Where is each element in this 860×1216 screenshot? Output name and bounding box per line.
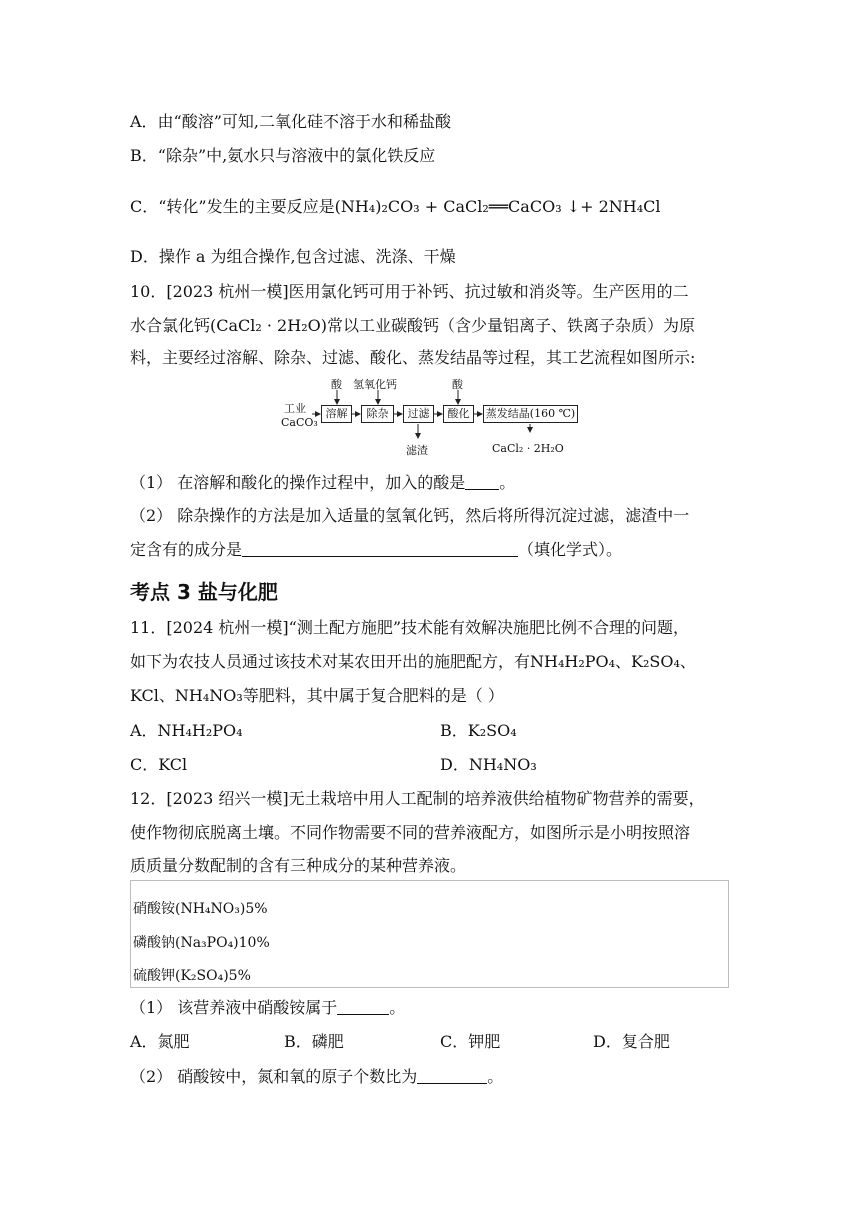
q12-sub1-text: （1） 该营养液中硝酸铵属于 (130, 998, 338, 1017)
q12-sub1 (130, 998, 405, 1018)
flow-below-product: CaCl₂ · 2H₂O (492, 442, 564, 455)
q11-option-c: C．KCl (130, 755, 188, 774)
box-row-ammonium-nitrate: 硝酸铵(NH₄NO₃)5% (133, 901, 268, 917)
q9-option-c-equation: (NH₄)₂CO₃ + CaCl₂══CaCO₃ ↓+ 2NH₄Cl (334, 197, 661, 216)
q12-option-a: A．氮肥 (130, 1032, 190, 1051)
q9-option-c-prefix: C．“转化”发生的主要反应是 (130, 197, 335, 216)
box-row-potassium-sulfate: 硫酸钾(K₂SO₄)5% (133, 968, 251, 984)
box-row-sodium-phosphate: 磷酸钠(Na₃PO₄)10% (133, 935, 270, 951)
flow-step-acidify: 酸化 (443, 405, 474, 423)
nutrient-solution-box (130, 880, 729, 988)
flow-step-purify: 除杂 (361, 405, 394, 423)
flow-input-top: 工业 (284, 402, 306, 415)
q10-sub1 (130, 473, 515, 493)
section-title: 考点 3 盐与化肥 (130, 580, 278, 604)
q9-option-c (130, 197, 661, 217)
q12-sub2-text: （2） 硝酸铵中，氮和氧的原子个数比为 (130, 1067, 418, 1086)
q12-sub1-blank (337, 998, 389, 1015)
flow-step-dissolve: 溶解 (321, 405, 352, 423)
q10-line1: 10．[2023 杭州一模]医用氯化钙可用于补钙、抗过敏和消炎等。生产医用的二 (130, 282, 689, 301)
flow-step-filter: 过滤 (403, 405, 434, 423)
flow-below-residue: 滤渣 (406, 444, 428, 457)
q11-line3: KCl、NH₄NO₃等肥料，其中属于复合肥料的是（ ） (130, 686, 504, 705)
q12-sub2-blank (417, 1067, 487, 1084)
q11-line2: 如下为农技人员通过该技术对某农田开出的施肥配方，有NH₄H₂PO₄、K₂SO₄、 (130, 652, 696, 671)
q12-line3: 质质量分数配制的含有三种成分的某种营养液。 (130, 856, 467, 875)
q10-sub2-line1: （2） 除杂操作的方法是加入适量的氢氧化钙，然后将所得沉淀过滤，滤渣中一 (130, 506, 690, 525)
q10-sub1-end: 。 (499, 473, 516, 492)
q12-option-b: B．磷肥 (284, 1032, 344, 1051)
q10-line2: 水合氯化钙(CaCl₂ · 2H₂O)常以工业碳酸钙（含少量铝离子、铁离子杂质）为原 (130, 316, 695, 335)
q9-option-d: D．操作 a 为组合操作,包含过滤、洗涤、干燥 (130, 247, 456, 266)
flow-input-bottom: CaCO₃ (281, 416, 318, 429)
flow-above-acid-1: 酸 (331, 378, 342, 391)
q10-line3: 料，主要经过溶解、除杂、过滤、酸化、蒸发结晶等过程，其工艺流程如图所示: (130, 348, 696, 367)
q10-sub2-prefix: 定含有的成分是 (130, 540, 243, 559)
q9-option-b: B．“除杂”中,氨水只与溶液中的氯化铁反应 (130, 146, 436, 165)
q12-option-d: D．复合肥 (593, 1032, 670, 1051)
q10-sub2-blank (242, 540, 518, 557)
q10-sub1-blank (465, 473, 499, 490)
q11-option-a: A．NH₄H₂PO₄ (130, 721, 243, 740)
q12-sub1-end: 。 (389, 998, 406, 1017)
q11-option-b: B．K₂SO₄ (440, 721, 517, 740)
q12-sub2-end: 。 (487, 1067, 504, 1086)
q12-sub2 (130, 1067, 503, 1087)
q10-sub2-line2 (130, 540, 622, 560)
flow-above-acid-2: 酸 (452, 378, 463, 391)
flow-step-crystallize: 蒸发结晶(160 ℃) (483, 405, 578, 423)
q10-sub2-suffix: （填化学式）。 (518, 540, 623, 559)
q11-line1: 11．[2024 杭州一模]“测土配方施肥”技术能有效解决施肥比例不合理的问题， (130, 618, 690, 637)
q12-option-c: C．钾肥 (440, 1032, 501, 1051)
q12-line1: 12．[2023 绍兴一模]无土栽培中用人工配制的培养液供给植物矿物营养的需要， (130, 789, 705, 808)
flow-above-hydroxide: 氢氧化钙 (353, 378, 397, 391)
q9-option-a: A．由“酸溶”可知,二氧化硅不溶于水和稀盐酸 (130, 112, 452, 131)
q11-option-d: D．NH₄NO₃ (440, 755, 537, 774)
process-flow-diagram (280, 376, 580, 458)
q10-sub1-text: （1） 在溶解和酸化的操作过程中，加入的酸是 (130, 473, 466, 492)
q12-line2: 使作物彻底脱离土壤。不同作物需要不同的营养液配方，如图所示是小明按照溶 (130, 823, 691, 842)
